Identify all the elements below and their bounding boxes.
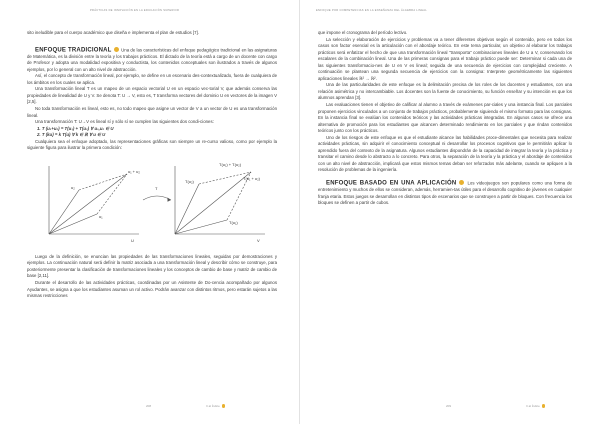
guide-line (79, 174, 127, 190)
label-sum: u₁ + u₂ (128, 168, 140, 174)
label-u2: u₂ (71, 184, 75, 190)
linear-transformation-figure (27, 156, 277, 248)
section-heading: ENFOQUE BASADO EN UNA APLICACIÓN (326, 180, 457, 187)
paragraph: La selección y elaboración de ejercicios y problemas va a tener diferentes objetivos según el contenido, pero en todos los casos son factor esencial es la articulación con el abordaje teórico. En este tema particular, un objetivo al elaborar los trabajos prácticos será enfatizar el hecho de que una transformación lineal "transporta" combinaciones lineales de U a V, conservando los escalares de la combinación lineal. Una de las primeras consignas para el trabajo práctico puede ser: Determinar si cada una de las siguientes transformacio-nes de U en V es lineal; seguida de una secuencia de ejercicios con complejidad creciente. A continuación se plantean una segunda secuencia de ejercicios con la consigna: Interprete geométricamente las siguientes aplicaciones lineales ℝ² → ℝ². (318, 36, 572, 81)
label-u1: u₁ (99, 213, 103, 219)
paragraph: Durante el desarrollo de las actividades prácticas, coordinadas por un Asistente de Do-cencia acompañado por algunos Ayudantes, se asigna a que los estudiantes asuman un rol activo. Podrán avanzar con distintos ritmos, pero estarán sujetos a las mismas restricciones (27, 279, 277, 299)
vector-arrow (175, 184, 199, 234)
list-item: 1. T (u₁+u₂) = T(u₁) + T(u₂) ∀ u₁,u₂ ∈ U (37, 125, 114, 131)
label-T: T (155, 185, 158, 191)
index-icon[interactable] (542, 404, 546, 408)
vector-arrow (49, 214, 97, 234)
page-number: 208 (146, 404, 152, 408)
paragraph-text: Una de las características del enfoque pedagógico tradicional en las asignaturas de Matemática, es la división entre la teoría y los trabajos prácticos. El dictado de la teoría está a cargo de un docente con cargo de Profesor y adopta una modalidad expositiva y conductista, los contenidos conceptuales son ilustrados a través de algunos ejemplos, por lo general con un alto nivel de abstracción. (27, 47, 277, 72)
arrow-head (168, 197, 172, 201)
running-head-right: ENFOQUE POR COMPETENCIAS EN LA ENSEÑANZA DEL ÁLGEBRA LINEAL (316, 9, 428, 12)
paragraph: que impone el cronograma del período lectivo. (318, 30, 408, 35)
index-link[interactable] (206, 404, 225, 408)
vector-arrow (49, 174, 127, 234)
running-head-left: PRÁCTICAS DE INNOVACIÓN EN LA EDUCACIÓN SUPERIOR (90, 9, 180, 12)
vector-arrow (49, 190, 79, 234)
paragraph: Luego de la definición, se enuncian las propiedades de las transformaciones lineales, seguidas por demostraciones y ejemplos. La continuación natural será definir la matriz asociada a una transformación lineal y describir cómo se construye, para posteriormente presentar la clasificación de transformaciones lineales y los conceptos de cambio de base y matriz de cambio de base [2,11]. (27, 253, 277, 279)
paragraph: No toda transformación es lineal, esto es, no todo mapeo que asigne un vector de V a un vector de U es una transformación lineal. (27, 105, 277, 118)
paragraph-text: Los videojuegos son populares como una forma de entretenimiento y muchos de ellos se consideran, además, herramien-tas útiles para el desarrollo cognitivo de jóvenes en cualquier franja etaria. Estos juegos se desarrollan en distintos tipos de escenarios que se construyen a partir de bloques. Con frecuencia los bloques se definen a partir de cubos. (318, 180, 572, 206)
section-heading: ENFOQUE TRADICIONAL (35, 47, 112, 54)
right-page (300, 0, 600, 424)
right-text-column (318, 30, 572, 207)
paragraph: sito ineludible para el cuerpo académico que diseña e implementa el plan de estudios [7]. (27, 30, 199, 35)
label-Tu1: T(u₁) (229, 219, 238, 225)
tag-icon (114, 47, 119, 52)
paragraph: Cualquiera sea el enfoque adoptado, las representaciones gráficas son siempre un re-curso valioso, como por ejemplo la siguiente figura para ilustrar la primera condición: (27, 138, 277, 151)
page-number: 209 (446, 404, 452, 408)
figure-diagram (27, 156, 277, 248)
index-link-label[interactable]: Ir al Índice (206, 404, 220, 408)
tag-icon (459, 180, 464, 185)
index-link[interactable] (526, 404, 545, 408)
paragraph: Una transformación lineal T es un mapeo de un espacio vectorial U en un espacio vec-torial V, que además conserva las propiedades de linealidad de U y V. Se denota T: U → V, esto es, T transforma vectores del dominio U en vectores de la imagen V [2,5]. (27, 86, 277, 105)
left-text-column (27, 30, 277, 300)
paragraph: Así, el concepto de transformación lineal, por ejemplo, se define en un escenario des-contextualizado, fuera de cualquiera de los ámbitos en los cuales se aplica. (27, 73, 277, 85)
guide-line (97, 174, 127, 214)
index-link-label[interactable]: Ir al Índice (526, 404, 540, 408)
label-V: V (257, 237, 260, 243)
paragraph: Una de las particularidades de este enfoque es la delimitación precisa de los roles de los docentes y estudiantes, con una relación asimétrica y no intercambiable. Los docentes son la fuente de conocimiento, su función enseñar y su intención es que los alumnos aprendan [3]. (318, 82, 572, 101)
index-icon[interactable] (222, 404, 226, 408)
mapping-arrow (143, 196, 171, 200)
paragraph: Las evaluaciones tienen el objetivo de calificar al alumno a través de exámenes par-ciales y una instancia final. Los parciales proponen ejercicios vinculados a un conjunto de trabajos prácticos, probablemente siguiendo el mismo formato para las consignas. En la instancia final se evalúan los contenidos teóricos y las actividades prácticas integradas. En algunos casos se ofrece una alternativa de promoción para los estudiantes que alcancen determinado rendimiento en los parciales y que rindan contenidos teóricos junto con los prácticos. (318, 102, 572, 134)
paragraph: Una transformación T: U→V es lineal sí y sólo sí se cumplen las siguientes dos condi-ciones: (35, 119, 214, 125)
vector-arrow (175, 220, 227, 234)
section-paragraph (318, 180, 572, 207)
label-Tsum: T(u₁) + T(u₂) (219, 161, 242, 167)
label-U: U (131, 237, 134, 243)
label-Tsum2: T(u₁ + u₂) (243, 175, 261, 181)
list-item: 2. T (ku) = k T(u) ∀ k ∈ ℝ ∀ u ∈ U (37, 132, 106, 138)
section-paragraph (27, 47, 277, 74)
label-Tu2: T(u₂) (185, 178, 194, 184)
paragraph: Uno de los riesgos de este enfoque es que el estudiante alcance las habilidades proce-dimentales que necesita para realizar actividades prácticas, sin adquirir el conocimiento conceptual ni desarrollar los procesos cognitivos que le permitirán aplicar lo aprendido fuera del contexto de la asignatura. Algunos estudiantes dispondrán de la capacidad de integrar la teoría y la práctica y transitar el camino desde lo abstracto a lo concreto. Para otros, la separación de la teoría y la práctica y el abordaje de contenidos con un alto nivel de abstracción, implicará que estos mismos temas deban ser reforzados más adelante, cuando se apliquen a la resolución de problemas de la ingeniería. (318, 134, 572, 173)
